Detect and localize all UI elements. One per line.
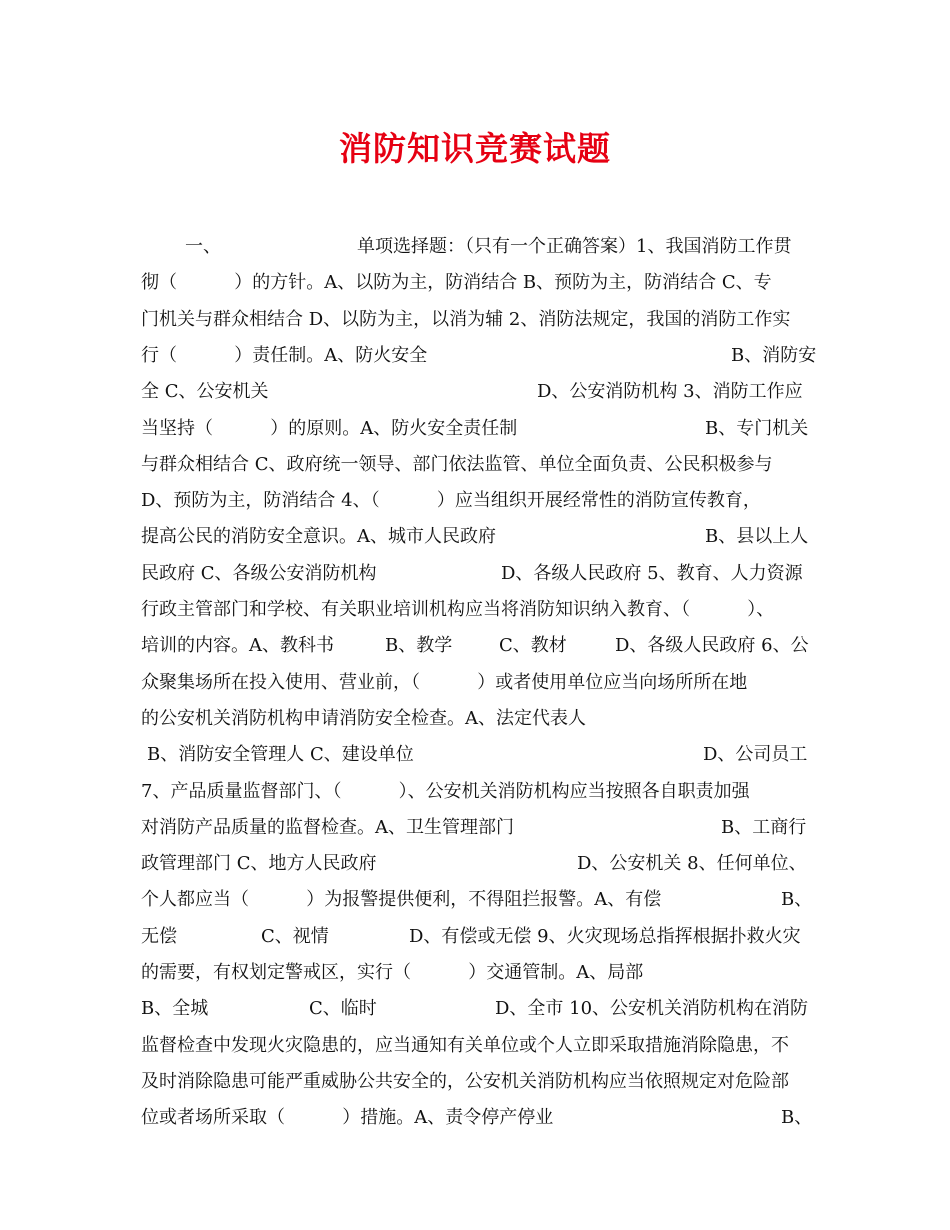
- text-segment: 行政主管部门和学校、有关职业培训机构应当将消防知识纳入教育、（ ）、: [141, 599, 775, 620]
- text-segment: 监督检查中发现火灾隐患的，应当通知有关单位或个人立即采取措施消除隐患，不: [141, 1034, 789, 1056]
- text-line: [141, 592, 811, 628]
- text-line: [141, 1028, 811, 1064]
- text-segment: D、全市 10、公安机关消防机构在消防: [495, 998, 809, 1020]
- text-segment: 提高公民的消防安全意识。A、城市人民政府: [141, 526, 496, 548]
- text-segment: B、县以上人: [705, 526, 809, 548]
- text-line: [141, 229, 811, 265]
- text-line: [141, 411, 811, 447]
- text-line: [141, 919, 811, 955]
- text-line: [141, 338, 817, 374]
- text-segment: 个人都应当（ ）为报警提供便利，不得阻拦报警。A、有偿: [141, 889, 662, 911]
- text-segment: 的公安机关消防机构申请消防安全检查。A、法定代表人: [141, 707, 586, 729]
- text-line: [141, 991, 811, 1027]
- text-segment: D、公司员工: [703, 744, 808, 766]
- text-segment: 7、产品质量监督部门、（ ）、公安机关消防机构应当按照各自职责加强: [141, 780, 750, 802]
- text-segment: D、预防为主，防消结合 4、（ ）应当组织开展经常性的消防宣传教育，: [141, 490, 761, 512]
- text-segment: 单项选择题：（只有一个正确答案）1、我国消防工作贯: [357, 236, 792, 257]
- text-line: [141, 519, 811, 555]
- text-segment: B、: [781, 889, 813, 911]
- text-segment: 全 C、公安机关: [141, 381, 269, 403]
- text-line: [141, 846, 811, 882]
- text-line: [141, 374, 811, 410]
- text-segment: B、专门机关: [705, 417, 809, 439]
- text-segment: 当坚持（ ）的原则。A、防火安全责任制: [141, 417, 518, 439]
- text-segment: 培训的内容。A、教科书: [141, 635, 334, 657]
- text-segment: B、消防安全管理人 C、建设单位: [147, 744, 414, 766]
- text-segment: 门机关与群众相结合 D、以防为主，以消为辅 2、消防法规定，我国的消防工作实: [141, 308, 791, 330]
- text-line: [141, 737, 811, 773]
- text-segment: B、: [781, 1107, 813, 1129]
- text-segment: 一、: [185, 236, 221, 257]
- text-segment: 的需要，有权划定警戒区，实行（ ）交通管制。A、局部: [141, 962, 644, 983]
- text-segment: B、消防安: [731, 344, 817, 366]
- text-segment: 与群众相结合 C、政府统一领导、部门依法监管、单位全面负责、公民积极参与: [141, 453, 773, 475]
- text-segment: C、临时: [309, 998, 377, 1020]
- text-segment: B、工商行: [721, 816, 807, 838]
- text-segment: D、有偿或无偿 9、火灾现场总指挥根据扑救火灾: [409, 925, 801, 947]
- text-line: [141, 302, 811, 338]
- text-line: [141, 665, 811, 701]
- text-segment: D、公安机关 8、任何单位、: [577, 853, 807, 875]
- text-line: [141, 955, 811, 991]
- text-segment: B、教学: [385, 635, 453, 657]
- text-segment: D、公安消防机构 3、消防工作应: [537, 381, 803, 403]
- text-line: [141, 701, 811, 737]
- text-segment: C、教材: [499, 635, 567, 657]
- text-line: [141, 882, 811, 918]
- text-segment: 政管理部门 C、地方人民政府: [141, 853, 377, 875]
- text-segment: B、全城: [141, 998, 209, 1020]
- text-segment: 彻（ ）的方针。A、以防为主，防消结合 B、预防为主，防消结合 C、专: [141, 272, 772, 294]
- text-line: [141, 483, 811, 519]
- document-title: 消防知识竞赛试题: [339, 129, 611, 168]
- text-segment: 民政府 C、各级公安消防机构: [141, 562, 377, 584]
- text-segment: 及时消除隐患可能严重威胁公共安全的，公安机关消防机构应当依照规定对危险部: [141, 1070, 789, 1092]
- text-line: [141, 810, 811, 846]
- text-line: [141, 556, 811, 592]
- text-segment: 对消防产品质量的监督检查。A、卫生管理部门: [141, 816, 514, 838]
- text-line: [141, 1064, 811, 1100]
- text-line: [141, 774, 811, 810]
- text-segment: 无偿: [141, 925, 177, 947]
- text-line: [141, 265, 811, 301]
- text-segment: D、各级人民政府 6、公: [615, 635, 809, 657]
- text-line: [141, 447, 811, 483]
- text-line: [141, 628, 811, 664]
- text-segment: 位或者场所采取（ ）措施。A、责令停产停业: [141, 1107, 554, 1129]
- text-segment: C、视情: [261, 925, 329, 947]
- text-segment: D、各级人民政府 5、教育、人力资源: [501, 562, 803, 584]
- text-line: [141, 1100, 811, 1136]
- text-segment: 行（ ）责任制。A、防火安全: [141, 344, 428, 366]
- text-segment: 众聚集场所在投入使用、营业前，（ ）或者使用单位应当向场所所在地: [141, 671, 748, 693]
